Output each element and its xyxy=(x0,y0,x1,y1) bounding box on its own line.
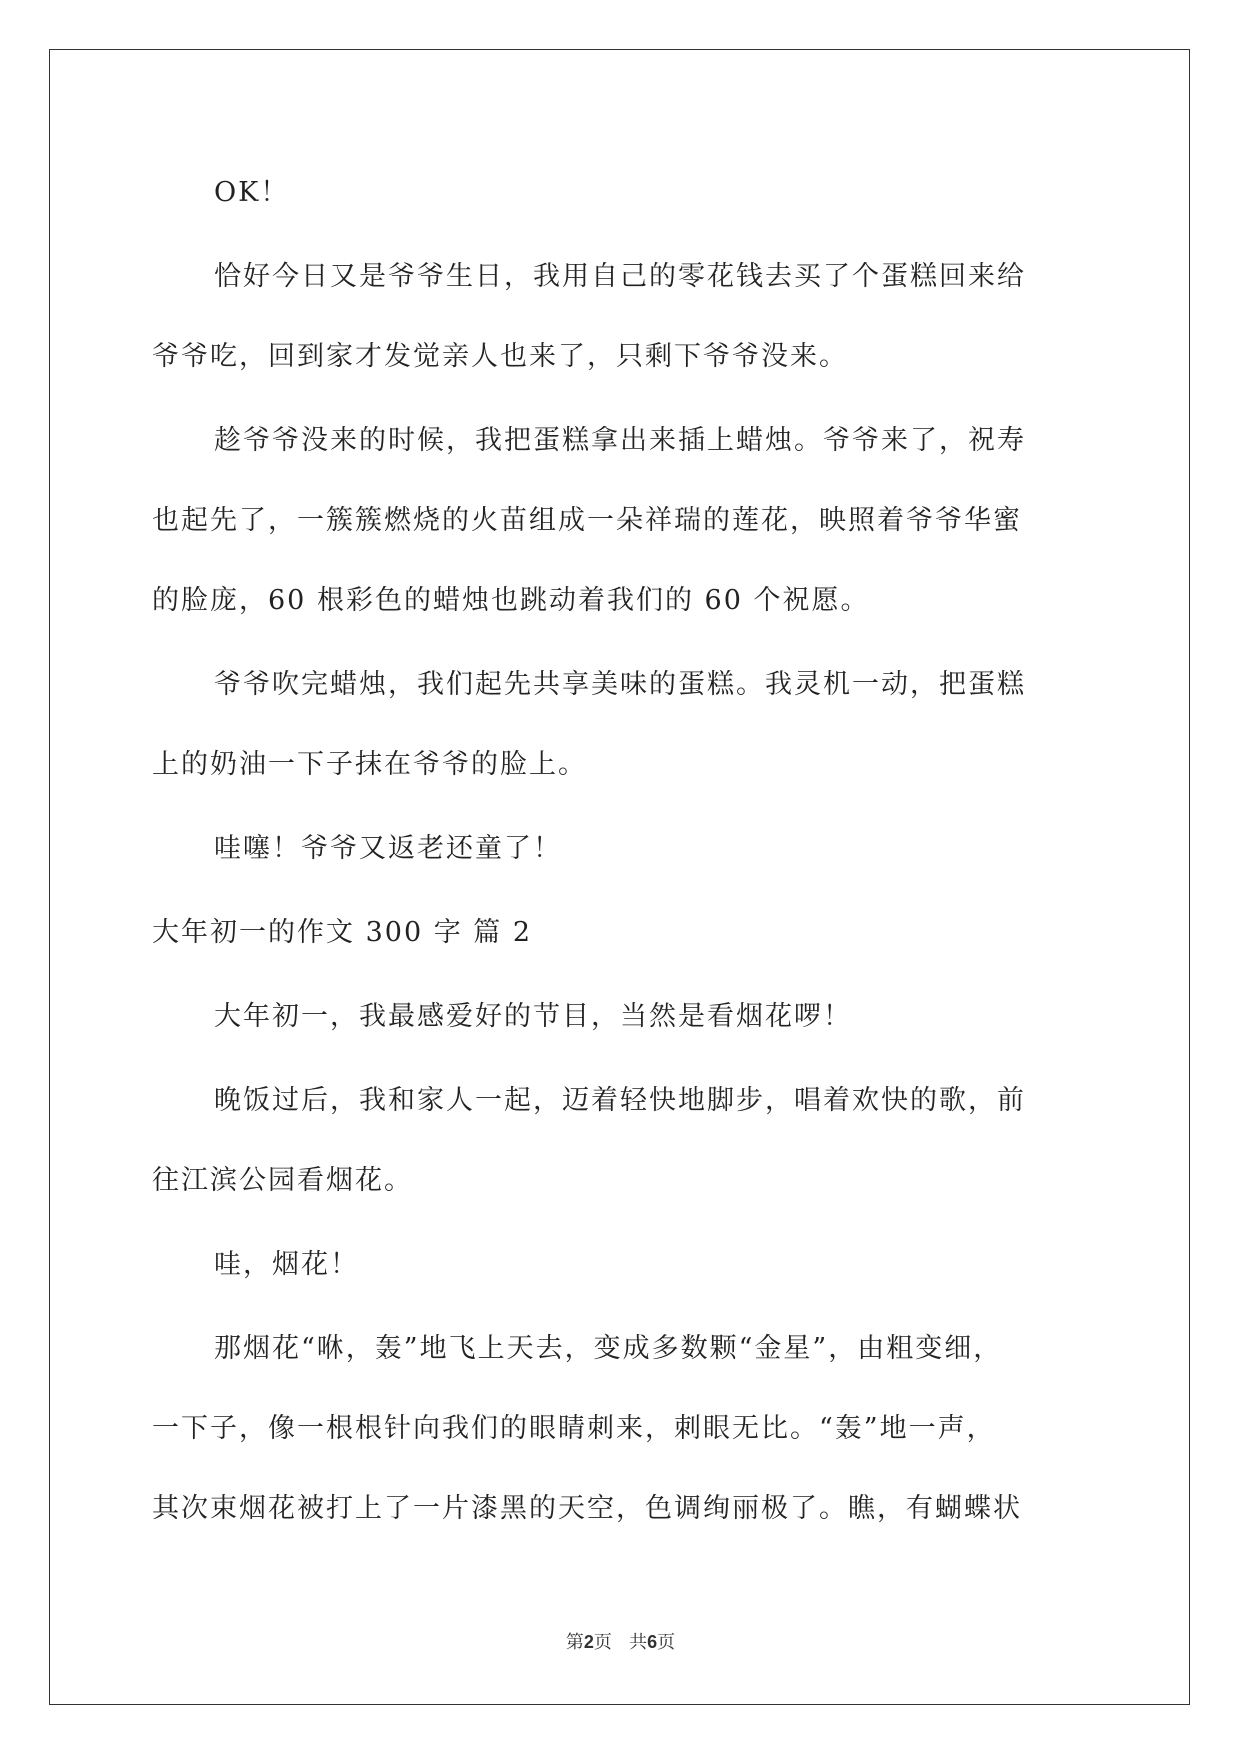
text-line: 其次束烟花被打上了一片漆黑的天空，色调绚丽极了。瞧，有蝴蝶状 xyxy=(152,1493,1022,1524)
text-line: 恰好今日又是爷爷生日，我用自己的零花钱去买了个蛋糕回来给 xyxy=(214,261,1026,292)
paragraph xyxy=(152,1237,1090,1321)
text-line: 哇噻！爷爷又返老还童了！ xyxy=(214,833,562,864)
paragraph xyxy=(152,989,1090,1073)
total-prefix: 共 xyxy=(629,1632,648,1653)
paragraph xyxy=(152,1073,1090,1237)
paragraph xyxy=(152,249,1090,413)
text-line: 趁爷爷没来的时候，我把蛋糕拿出来插上蜡烛。爷爷来了，祝寿 xyxy=(214,425,1026,456)
text-line: 一下子，像一根根针向我们的眼睛刺来，刺眼无比。“轰”地一声， xyxy=(152,1413,996,1444)
text-line: OK！ xyxy=(214,177,290,208)
text-line: 那烟花“咻，轰”地飞上天去，变成多数颗“金星”，由粗变细， xyxy=(214,1333,1003,1364)
total-suffix: 页 xyxy=(657,1632,676,1653)
page-number: 2 xyxy=(583,1632,594,1652)
text-line: 爷爷吃，回到家才发觉亲人也来了，只剩下爷爷没来。 xyxy=(152,341,848,372)
text-line: 的脸庞，60 根彩色的蜡烛也跳动着我们的 60 个祝愿。 xyxy=(152,585,870,616)
page-footer xyxy=(0,1628,1241,1654)
paragraph xyxy=(152,821,1090,905)
heading-text: 大年初一的作文 300 字 篇 2 xyxy=(152,917,533,948)
text-line: 爷爷吹完蜡烛，我们起先共享美味的蛋糕。我灵机一动，把蛋糕 xyxy=(214,669,1026,700)
paragraph xyxy=(152,165,1090,249)
paragraph xyxy=(152,413,1090,657)
text-line: 上的奶油一下子抹在爷爷的脸上。 xyxy=(152,749,587,780)
paragraph xyxy=(152,1321,1090,1565)
text-line: 大年初一，我最感爱好的节目，当然是看烟花啰！ xyxy=(214,1001,852,1032)
total-pages: 6 xyxy=(647,1632,658,1652)
section-heading xyxy=(152,905,1090,989)
text-line: 晚饭过后，我和家人一起，迈着轻快地脚步，唱着欢快的歌，前 xyxy=(214,1085,1026,1116)
page-prefix: 第 xyxy=(565,1632,584,1653)
text-line: 哇，烟花！ xyxy=(214,1249,359,1280)
paragraph xyxy=(152,657,1090,821)
text-line: 往江滨公园看烟花。 xyxy=(152,1165,413,1196)
document-body xyxy=(152,165,1090,1565)
page-suffix: 页 xyxy=(593,1632,612,1653)
text-line: 也起先了，一簇簇燃烧的火苗组成一朵祥瑞的莲花，映照着爷爷华蜜 xyxy=(152,505,1022,536)
